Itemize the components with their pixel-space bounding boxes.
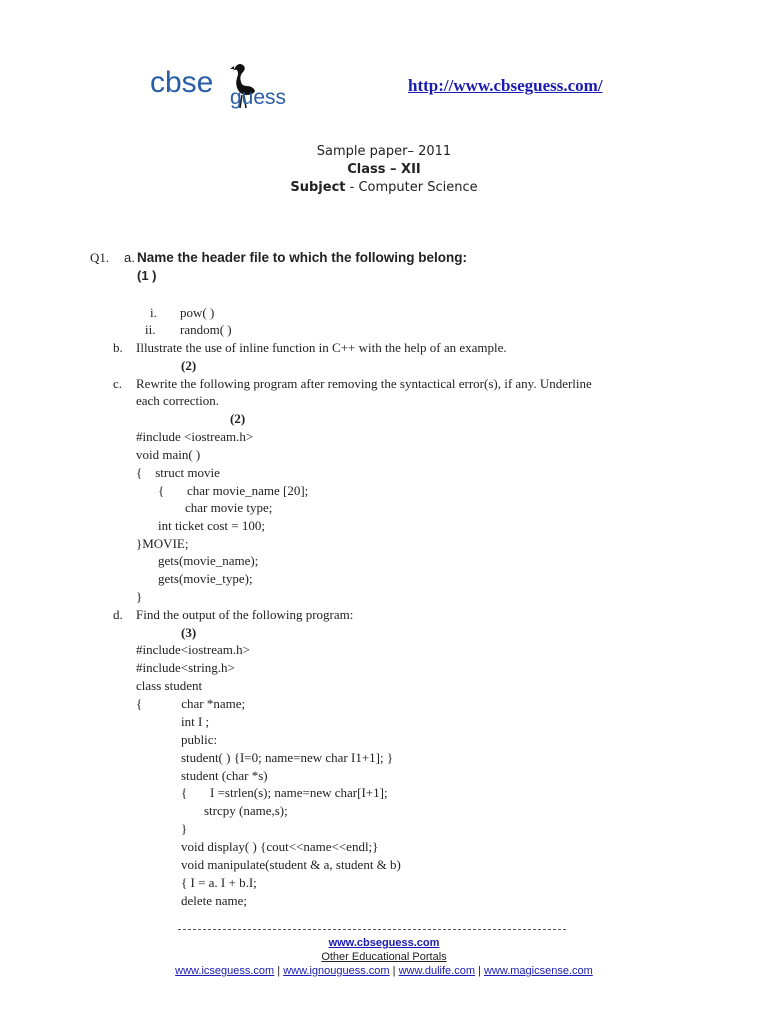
code-line: public: — [181, 732, 218, 747]
code-line: void main( ) — [136, 447, 201, 462]
code-line: gets(movie_type); — [158, 571, 253, 586]
code-line: { char movie_name [20]; — [158, 483, 309, 498]
code-line: } — [136, 589, 143, 604]
code-line: student (char *s) — [181, 768, 268, 783]
question-number: Q1. — [90, 250, 110, 265]
code-line: int I ; — [181, 714, 210, 729]
footer-link-ignouguess[interactable]: www.ignouguess.com — [283, 965, 390, 977]
code-line: #include<string.h> — [136, 660, 235, 675]
list-item-num: i. — [150, 305, 157, 320]
site-url-link[interactable]: http://www.cbseguess.com/ — [408, 76, 603, 95]
subject-line — [0, 180, 768, 195]
list-item-num: ii. — [145, 322, 156, 337]
paper-title: Sample paper– 2011 — [316, 144, 452, 159]
code-line: delete name; — [181, 893, 248, 908]
logo-text-main: cbse — [150, 66, 214, 99]
part-c-marks: (2) — [230, 411, 246, 426]
code-line: class student — [136, 678, 203, 693]
footer-separator: | — [475, 965, 484, 977]
part-d-marks: (3) — [181, 625, 197, 640]
footer-link-icseguess[interactable]: www.icseguess.com — [175, 965, 275, 977]
part-b-text: Illustrate the use of inline function in C++ with the help of an example. — [136, 340, 507, 355]
footer-other-label — [0, 951, 768, 963]
part-a-letter: a. — [124, 250, 135, 265]
code-line: strcpy (name,s); — [204, 803, 288, 818]
footer-link-magicsense[interactable]: www.magicsense.com — [483, 965, 593, 977]
part-c-text: Rewrite the following program after removing the syntactical error(s), if any. Underline — [136, 376, 592, 391]
code-line: void manipulate(student & a, student & b) — [181, 857, 401, 872]
subject-value: - Computer Science — [345, 180, 478, 195]
code-line: void display( ) {cout<<name<<endl;} — [181, 839, 379, 854]
code-line: char movie type; — [185, 500, 273, 515]
code-line: { struct movie — [136, 465, 220, 480]
code-line: student( ) {I=0; name=new char I1+1]; } — [181, 750, 394, 765]
part-c-letter: c. — [113, 376, 123, 391]
part-c-text: each correction. — [136, 393, 220, 408]
code-line: { char *name; — [136, 696, 246, 711]
part-b-marks: (2) — [181, 358, 197, 373]
class-title: Class – XII — [347, 162, 421, 177]
code-line: { I = a. I + b.I; — [181, 875, 257, 890]
footer-links — [0, 965, 768, 977]
footer-separator: | — [274, 965, 284, 977]
other-portals-label: Other Educational Portals — [321, 951, 447, 963]
footer-main — [0, 937, 768, 949]
code-line: #include <iostream.h> — [136, 429, 254, 444]
list-item-text: pow( ) — [180, 305, 215, 320]
part-a-text: Name the header file to which the following belong: — [137, 250, 468, 265]
code-line: #include<iostream.h> — [136, 642, 250, 657]
code-line: }MOVIE; — [136, 536, 189, 551]
footer-divider — [178, 929, 566, 930]
part-d-letter: d. — [113, 607, 123, 622]
footer-separator: | — [389, 965, 399, 977]
part-b-letter: b. — [113, 340, 123, 355]
code-line: gets(movie_name); — [158, 553, 259, 568]
subject-label: Subject — [290, 180, 346, 195]
logo-text-sub: guess — [230, 86, 287, 109]
code-line: int ticket cost = 100; — [158, 518, 265, 533]
part-d-text: Find the output of the following program: — [136, 607, 354, 622]
code-line: { I =strlen(s); name=new char[I+1]; — [181, 785, 388, 800]
footer-main-link[interactable]: www.cbseguess.com — [328, 937, 440, 949]
code-line: } — [181, 821, 188, 836]
footer-link-dulife[interactable]: www.dulife.com — [398, 965, 475, 977]
list-item-text: random( ) — [180, 322, 232, 337]
part-a-marks: (1 ) — [137, 268, 157, 283]
